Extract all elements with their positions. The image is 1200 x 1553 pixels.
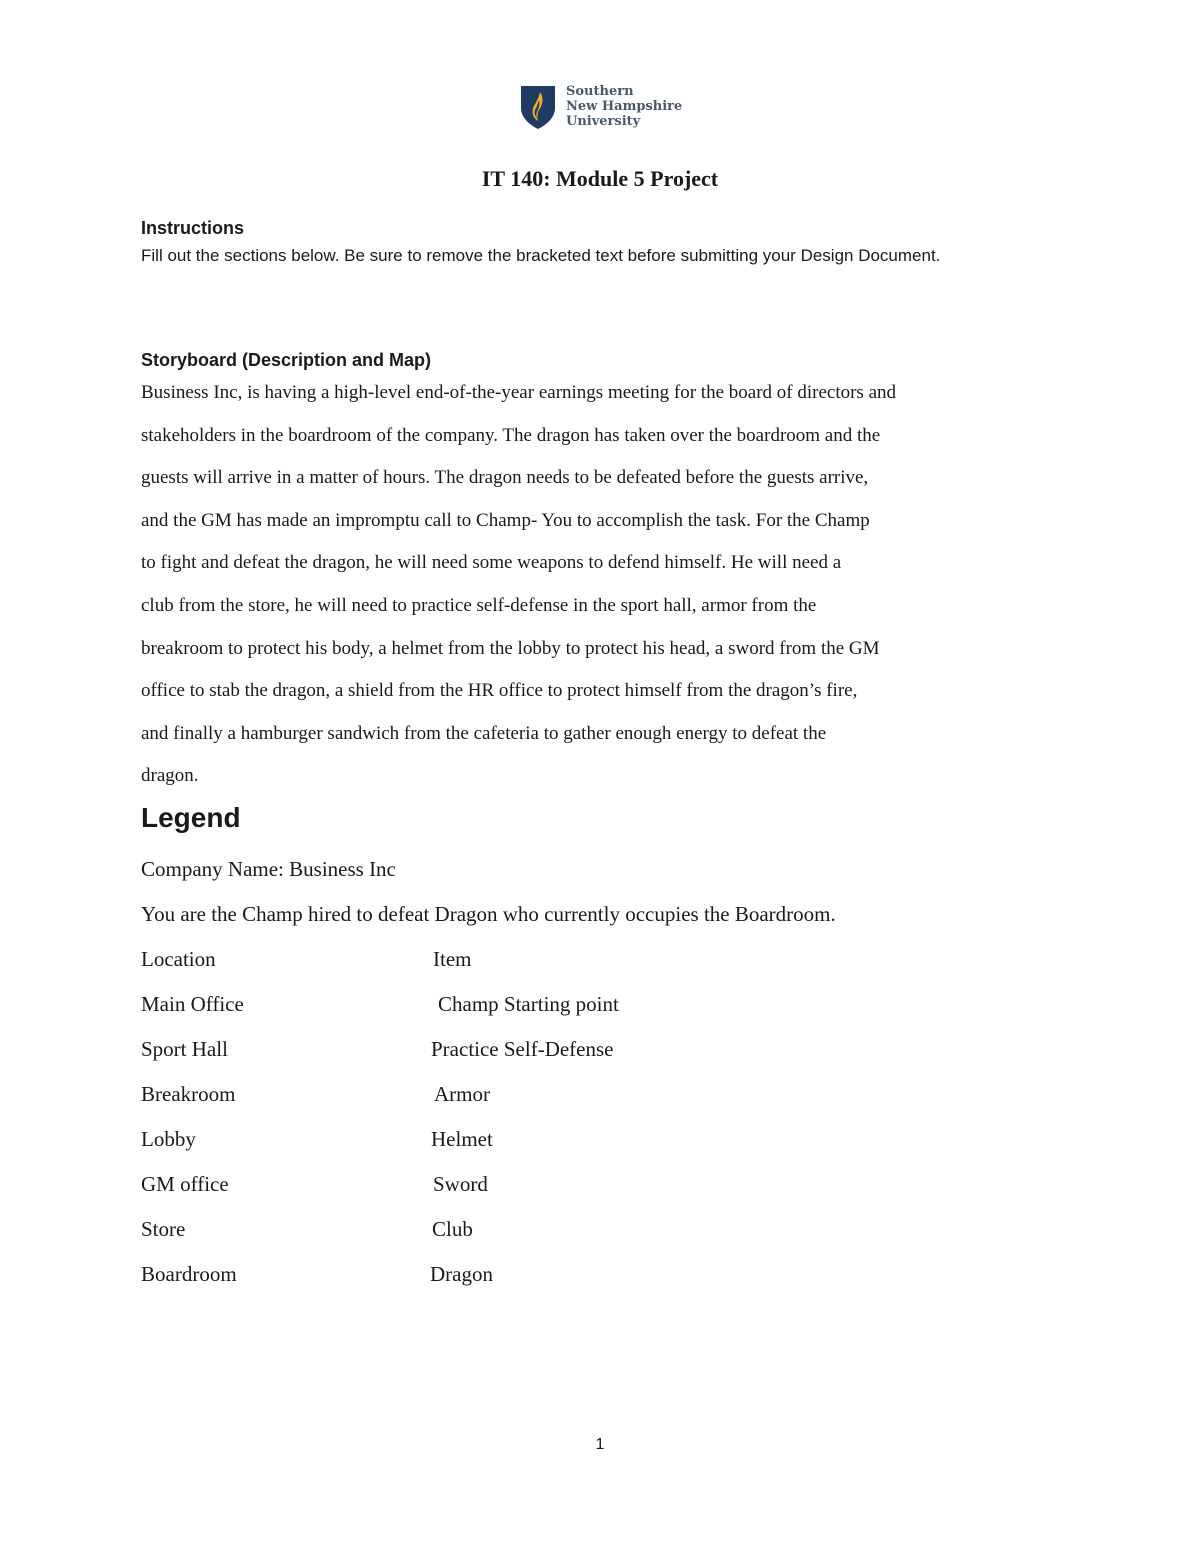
legend-row (141, 1034, 741, 1079)
item-column-header: Item (433, 947, 472, 971)
document-title: IT 140: Module 5 Project (481, 166, 719, 191)
story-line: dragon. (141, 765, 199, 787)
university-logo (518, 84, 688, 132)
legend-row (141, 1169, 741, 1214)
page-number: 1 (595, 1436, 605, 1453)
legend-item: Armor (434, 1082, 490, 1106)
legend-location: GM office (141, 1172, 229, 1196)
legend-location: Main Office (141, 992, 244, 1016)
instructions-heading: Instructions (141, 218, 245, 238)
story-line: breakroom to protect his body, a helmet from the lobby to protect his head, a sword from the GM (141, 637, 880, 659)
location-column-header: Location (141, 947, 216, 971)
storyboard-text (141, 372, 1041, 798)
story-line: stakeholders in the boardroom of the company. The dragon has taken over the boardroom and the (141, 424, 881, 446)
story-line: and the GM has made an impromptu call to Champ- You to accomplish the task. For the Champ (141, 509, 870, 531)
story-line: and finally a hamburger sandwich from the cafeteria to gather enough energy to defeat the (141, 722, 827, 744)
legend-item: Dragon (430, 1262, 493, 1286)
legend-heading: Legend (141, 802, 241, 833)
logo-line-1: Southern (566, 84, 634, 99)
instructions-text: Fill out the sections below. Be sure to remove the bracketed text before submitting your Design Document. (141, 246, 941, 265)
champ-description-line: You are the Champ hired to defeat Dragon who currently occupies the Boardroom. (141, 902, 836, 926)
legend-row (141, 1259, 741, 1304)
legend-location: Boardroom (141, 1262, 237, 1286)
legend-location: Sport Hall (141, 1037, 228, 1061)
storyboard-heading: Storyboard (Description and Map) (141, 350, 432, 370)
logo-line-2: New Hampshire (566, 99, 683, 114)
legend-location: Store (141, 1217, 186, 1241)
legend-location: Breakroom (141, 1082, 236, 1106)
story-line: office to stab the dragon, a shield from the HR office to protect himself from the dragon’s fire, (141, 680, 858, 702)
legend-location: Lobby (141, 1127, 196, 1151)
legend-header-row (141, 944, 741, 989)
legend-item: Practice Self-Defense (431, 1037, 614, 1061)
legend-row (141, 1124, 741, 1169)
story-line: club from the store, he will need to practice self-defense in the sport hall, armor from the (141, 594, 817, 616)
legend-item: Club (432, 1217, 473, 1241)
legend-row (141, 1079, 741, 1124)
legend-row (141, 989, 741, 1034)
story-line: Business Inc, is having a high-level end-of-the-year earnings meeting for the board of directors and (141, 382, 896, 403)
story-line: to fight and defeat the dragon, he will need some weapons to defend himself. He will need a (141, 552, 842, 574)
company-name-line: Company Name: Business Inc (141, 857, 396, 881)
legend-item: Helmet (431, 1127, 493, 1151)
legend-item: Champ Starting point (438, 992, 619, 1016)
legend-row (141, 1214, 741, 1259)
legend-table (141, 944, 741, 1304)
shield-logo-icon (518, 84, 558, 130)
legend-item: Sword (433, 1172, 488, 1196)
story-line: guests will arrive in a matter of hours. The dragon needs to be defeated before the guests arrive, (141, 467, 869, 489)
logo-line-3: University (566, 114, 641, 129)
logo-wordmark (566, 84, 682, 129)
